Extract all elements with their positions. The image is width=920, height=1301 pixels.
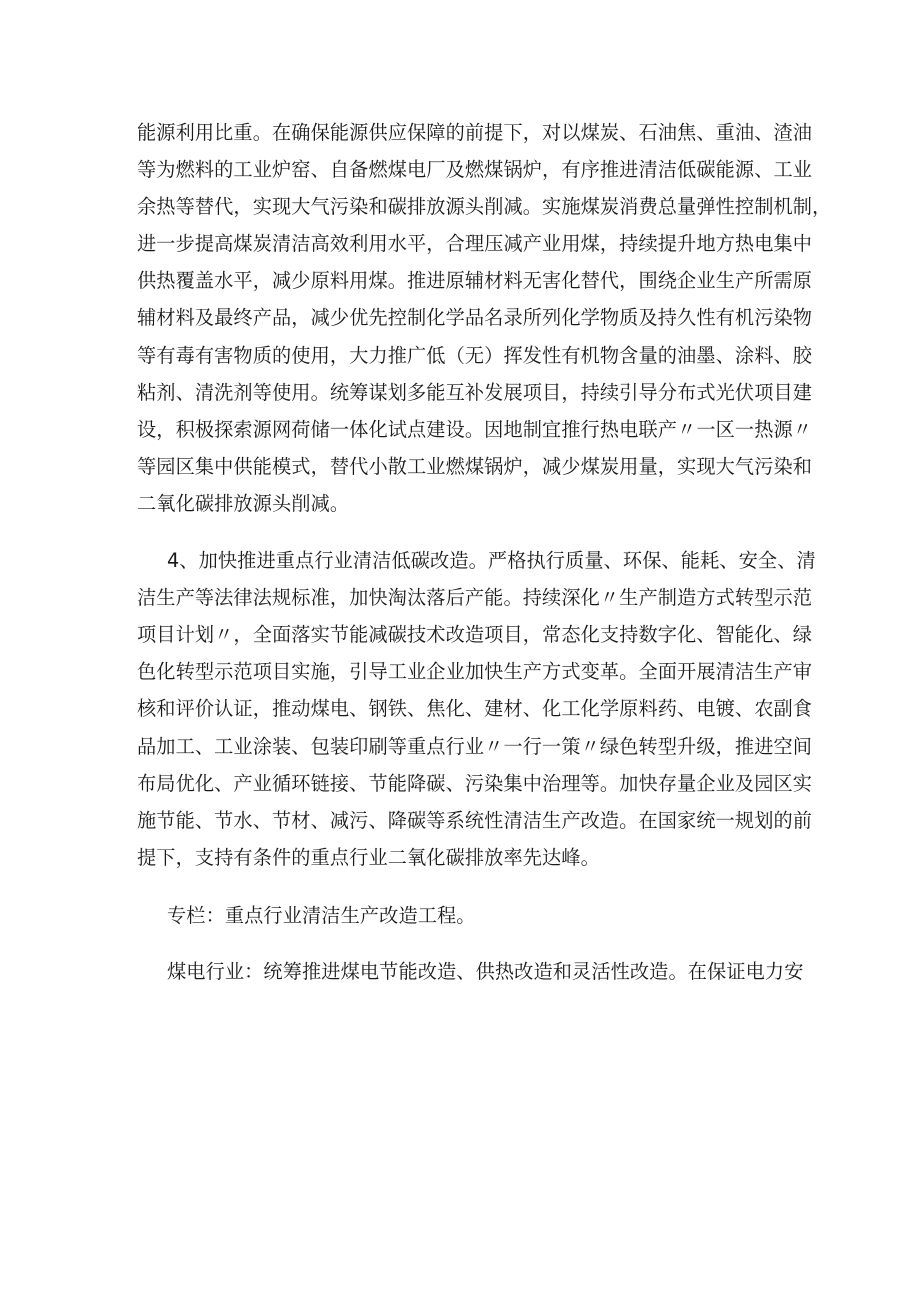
text-line: 品加工、工业涂装、包装印刷等重点行业〃一行一策〃绿色转型升级，推进空间 xyxy=(137,734,813,758)
text-line: 色化转型示范项目实施，引导工业企业加快生产方式变革。全面开展清洁生产审 xyxy=(137,660,813,684)
text-line: 煤电行业：统筹推进煤电节能改造、供热改造和灵活性改造。在保证电力安 xyxy=(167,959,804,983)
text-line: 进一步提高煤炭清洁高效利用水平，合理压减产业用煤，持续提升地方热电集中 xyxy=(137,232,813,256)
text-line: 粘剂、清洗剂等使用。统筹谋划多能互补发展项目，持续引导分布式光伏项目建 xyxy=(137,380,813,404)
text-line: 设，积极探索源网荷储一体化试点建设。因地制宜推行热电联产〃一区一热源〃 xyxy=(137,417,813,441)
text-line: 核和评价认证，推动煤电、钢铁、焦化、建材、化工化学原料药、电镀、农副食 xyxy=(137,697,813,721)
text-line: 余热等替代，实现大气污染和碳排放源头削减。实施煤炭消费总量弹性控制机制， xyxy=(137,195,832,219)
section-heading: 专栏：重点行业清洁生产改造工程。 xyxy=(167,903,476,927)
text-line: 洁生产等法律法规标准，加快淘汰落后产能。持续深化〃生产制造方式转型示范 xyxy=(137,586,813,610)
text-line: 4、加快推进重点行业清洁低碳改造。严格执行质量、环保、能耗、安全、清 xyxy=(167,549,816,573)
paragraph-column-heading xyxy=(137,897,787,934)
document-body xyxy=(137,114,832,990)
text-line: 项目计划〃，全面落实节能减碳技术改造项目，常态化支持数字化、智能化、绿 xyxy=(137,623,813,647)
text-line: 等有毒有害物质的使用，大力推广低（无）挥发性有机物含量的油墨、涂料、胶 xyxy=(137,343,813,367)
text-line: 能源利用比重。在确保能源供应保障的前提下，对以煤炭、石油焦、重油、渣油 xyxy=(137,121,813,144)
text-line: 二氧化碳排放源头削减。 xyxy=(137,491,350,515)
text-line: 供热覆盖水平，减少原料用煤。推进原辅材料无害化替代，围绕企业生产所需原 xyxy=(137,269,813,293)
paragraph-coal-power xyxy=(137,953,804,990)
text-line: 等为燃料的工业炉窑、自备燃煤电厂及燃煤锅炉，有序推进清洁低碳能源、工业 xyxy=(137,158,813,182)
text-line: 施节能、节水、节材、减污、降碳等系统性清洁生产改造。在国家统一规划的前 xyxy=(137,808,813,832)
text-line: 提下，支持有条件的重点行业二氧化碳排放率先达峰。 xyxy=(137,845,600,869)
paragraph-energy-substitution xyxy=(137,114,832,522)
text-line: 等园区集中供能模式，替代小散工业燃煤锅炉，减少煤炭用量，实现大气污染和 xyxy=(137,454,813,478)
text-line: 辅材料及最终产品，减少优先控制化学品名录所列化学物质及持久性有机污染物 xyxy=(137,306,813,330)
text-line: 布局优化、产业循环链接、节能降碳、污染集中治理等。加快存量企业及园区实 xyxy=(137,771,813,795)
paragraph-industry-transformation xyxy=(137,542,816,876)
